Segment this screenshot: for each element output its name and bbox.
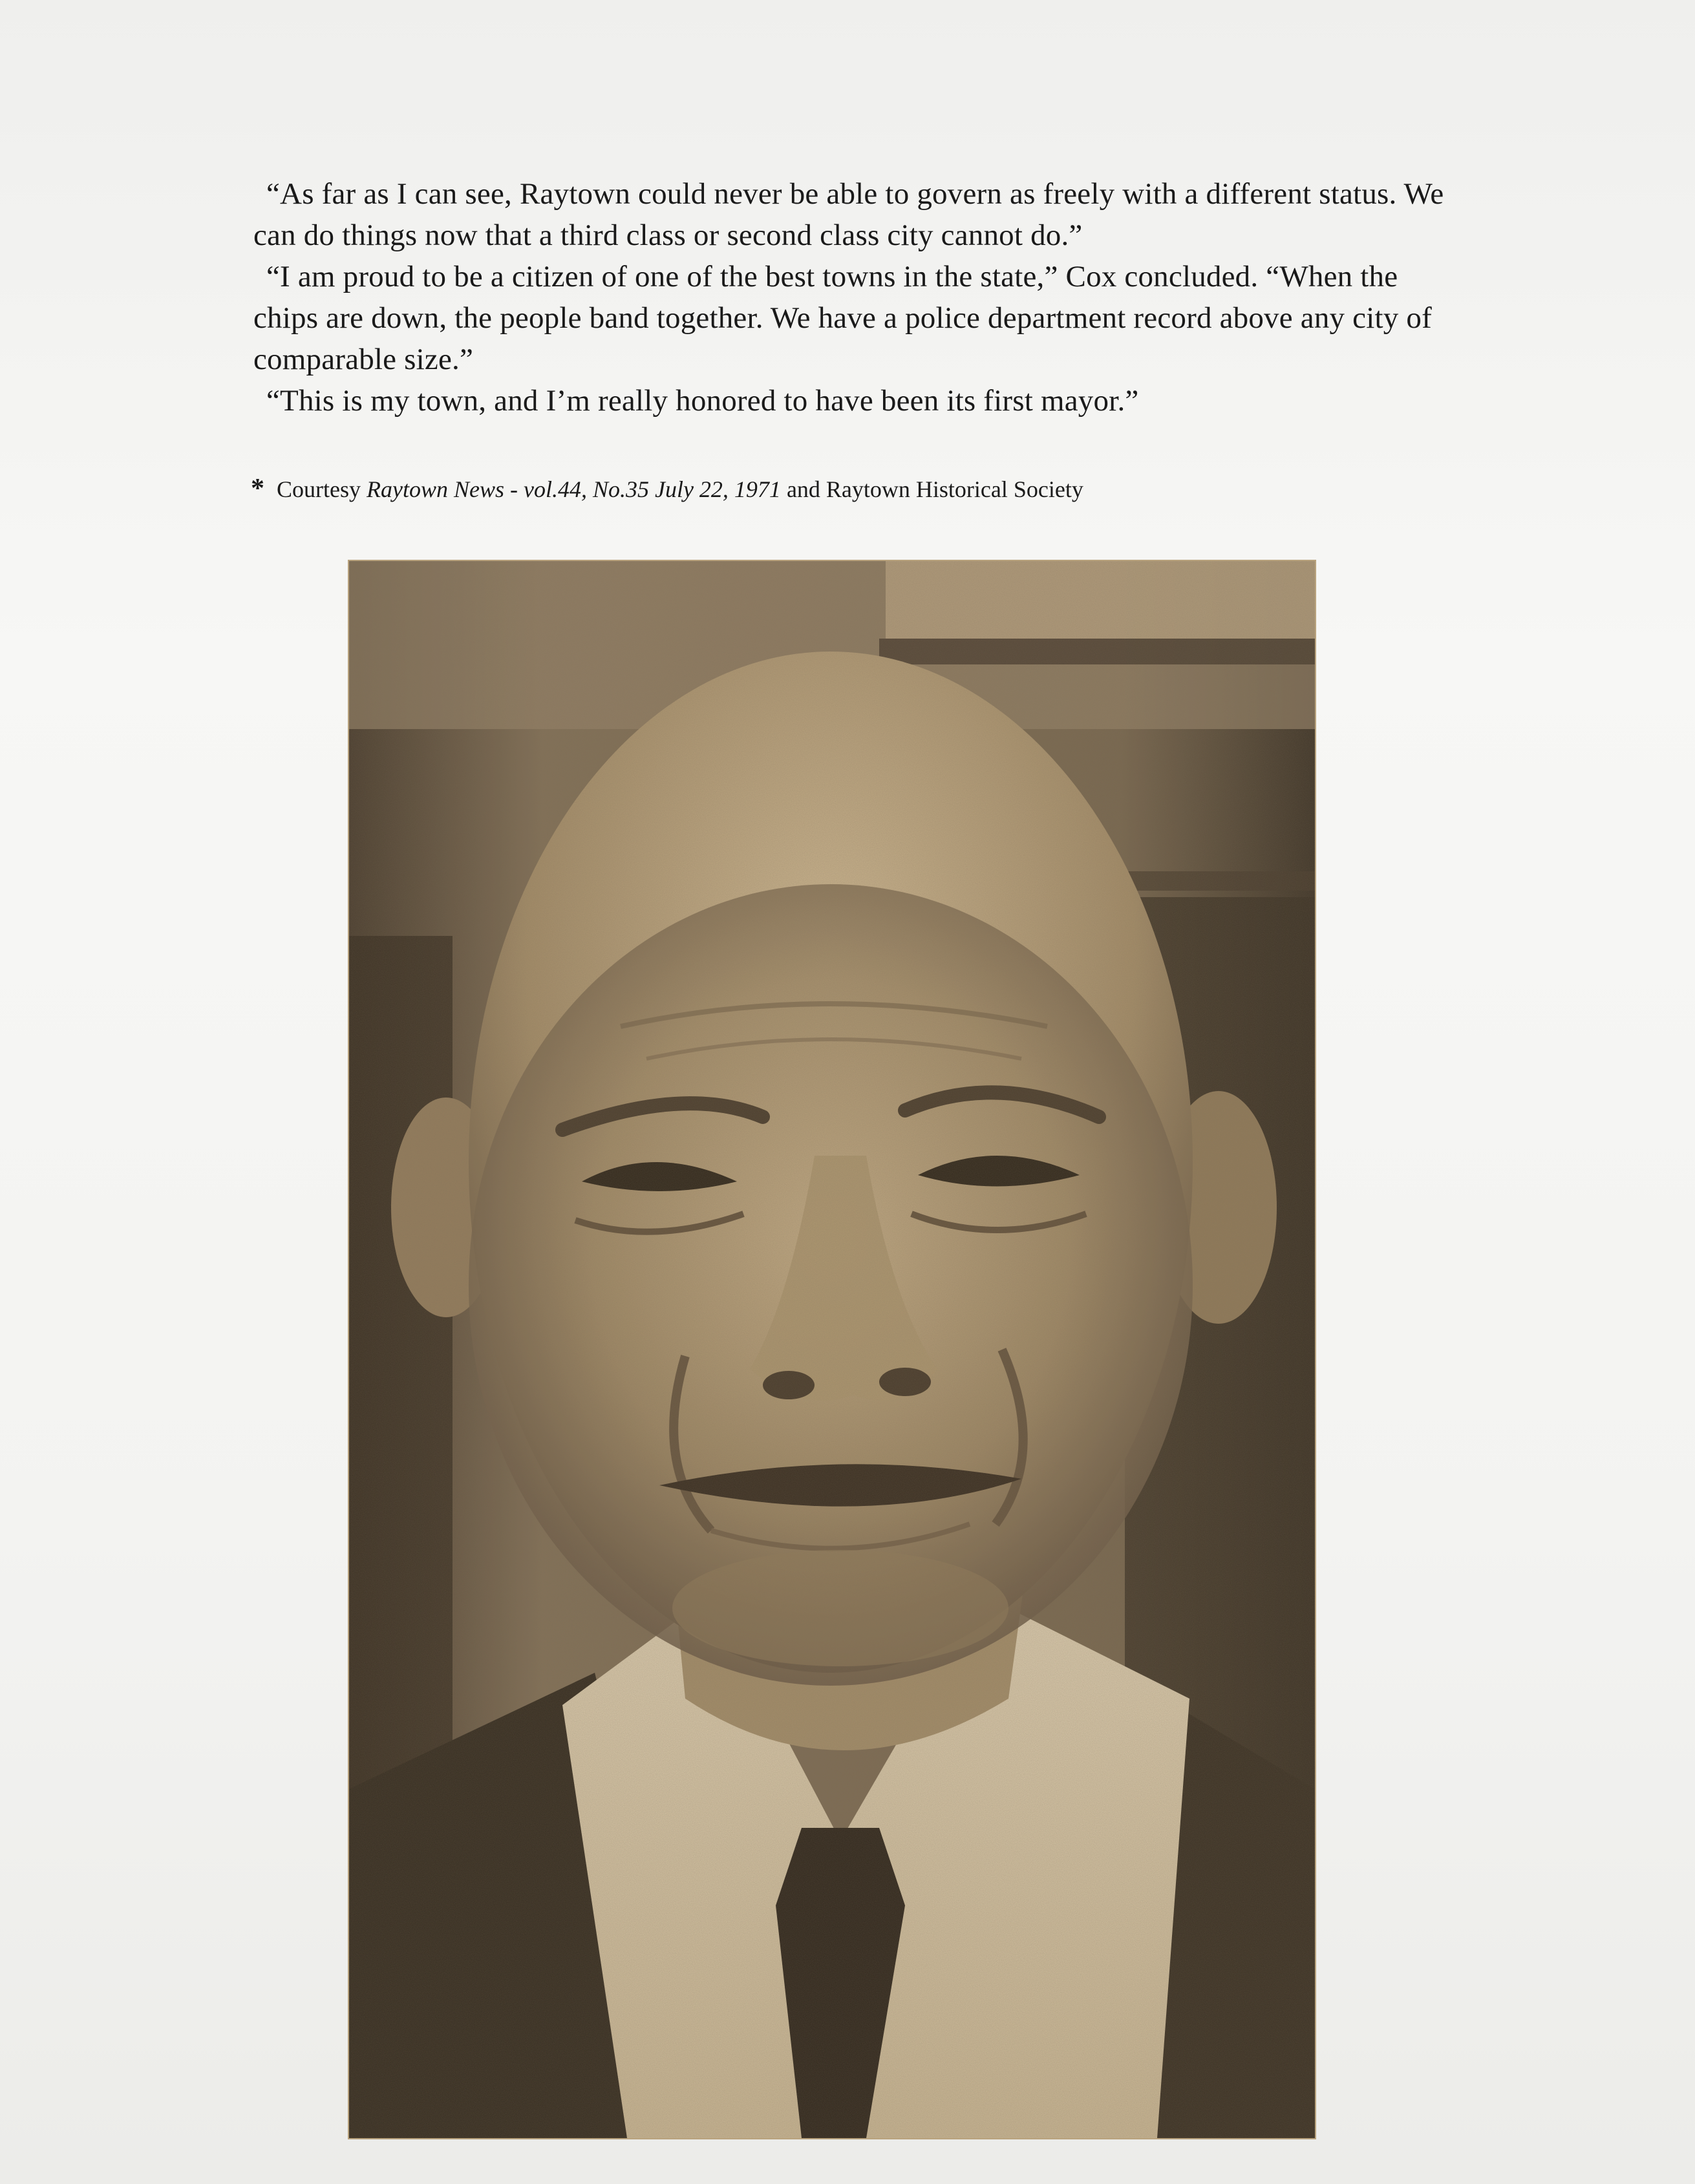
portrait-photo <box>349 561 1315 2138</box>
article-text <box>253 173 1462 421</box>
footnote-marker: * <box>251 474 264 504</box>
paragraph-2: “I am proud to be a citizen of one of the best towns in the state,” Cox concluded. “When the chips are down, the people band together. We have a police department record above any city of comparable size.” <box>253 260 1432 376</box>
newspaper-clipping-image <box>349 561 1315 2138</box>
credit-source: Raytown News - vol.44, No.35 July 22, 1971 <box>367 476 781 502</box>
paragraph-1: “As far as I can see, Raytown could never be able to govern as freely with a different status. We can do things now that a third class or second class city cannot do.” <box>253 177 1444 252</box>
source-credit <box>251 474 1479 504</box>
credit-suffix: and Raytown Historical Society <box>786 476 1083 502</box>
paragraph-3: “This is my town, and I’m really honored to have been its first mayor.” <box>266 384 1139 418</box>
credit-prefix: Courtesy <box>277 476 361 502</box>
